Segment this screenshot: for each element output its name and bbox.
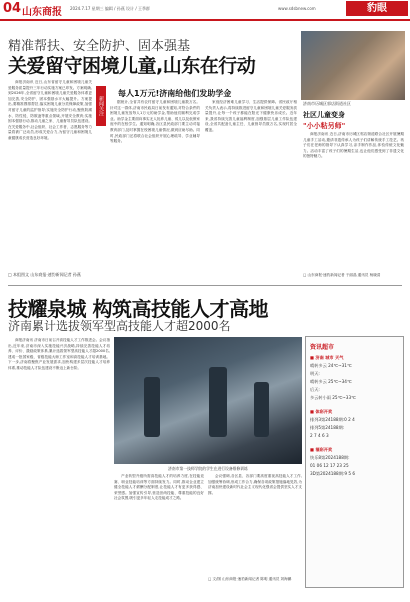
article2-byline: □ 文/图 山东商报·速豹新闻记者 陈明 通讯员 刘海鹏 [208,577,292,581]
article1-subheading-2: 社区儿童变身 [303,111,345,119]
article1-byline: □ 本组图文 山东商报·速豹新闻记者 孙燕 [8,272,81,277]
article1-column-4-byline: □ 山东商报·速豹新闻记者 于丽晶 通讯员 杨晓清 [303,273,381,277]
article1-photo [301,31,405,100]
article2-column-3: 会议强调,各区县、各部门要高度重视高技能人才工作,加强统筹协调,形成工作合力,确保各项政策措施落地见效,为济南加快建设新时代社会主义现代化强省会提供坚实人才支撑。 [208,474,302,495]
article1-subheading-3: "小小粘另师" [303,122,346,130]
sidebar-line: 多云转小雨 25℃~33℃ [310,395,356,400]
info-sidebar [305,336,404,588]
section-name: 山东商报 [22,7,62,18]
sidebar-line: 排列3第24188期:0 2 4 [310,417,355,422]
article2-subheading: 济南累计选拔领军型高技能人才超2000名 [8,319,231,333]
section-label: 新闻关注 [96,86,106,126]
sidebar-line: ■ 福彩开奖 [310,447,333,452]
article1-headline: 关爱留守困境儿童,山东在行动 [8,55,256,77]
section-divider [8,285,402,286]
photo-figure [254,382,269,437]
article2-headline: 技耀泉城 构筑高技能人才高地 [8,297,268,321]
article1-subheading: 每人1万元!济南给他们发助学金 [118,89,232,98]
page-number: 04 [3,1,22,16]
sidebar-line: 排列5第24188期: [310,425,345,430]
photo-figure [209,367,227,437]
sidebar-line: 快乐8第2024188期: [310,455,350,460]
sidebar-line: 晴转多云 24℃~31℃ [310,363,352,368]
article1-column-4: 商报济南讯 近日,济南市历城区郭店街道联合社区开展暑期儿童手工活动,邀请非遗传承人为孩子们讲解传统手工技艺。孩子们在老师的指导下认真学习,亲手制作作品,体验传统文化魅力。活动丰富了孩子们的暑期生活,也让他们感受到了非遗文化的独特魅力。 [303,132,404,159]
page-header [0,0,410,18]
brand-logo: 豹眼 [346,1,408,16]
sidebar-line: 后天: [310,387,320,392]
issue-meta: 2024.7.17 星期三 编辑 / 孙燕 设计 / 王季群 [70,6,150,11]
article1-column-2: 据统计,全省共有农村留守儿童和困境儿童数万名。针对这一群体,济南市民政局日前发布通知,对符合条件的困境儿童发放每人1万元的助学金,帮助他们顺利完成学业。助学金主要面向事实无人抚养儿童、孤儿以及低保家庭中的在校学生。通知明确,各区县民政部门要主动对接教育部门,及时掌握在校困境儿童情况,做到应助尽助。同时,民政部门还将联合社会组织开展心理疏导、学业辅导等服务。 [110,100,200,144]
sidebar-title: 资讯超市 [310,344,335,351]
article1-column-3: 家庭经济困难儿童学习、生活提供保障。省民政厅相关负责人表示,将持续推进留守儿童和困境儿童关爱服务质量提升,让每一个孩子都能在阳光下健康快乐成长。近年来,我省持续完善儿童福利制度,加强基层儿童工作队伍建设,全省共配备儿童主任、儿童督导员数万名,实现村居全覆盖。 [205,100,297,132]
sidebar-line: 2 7 4 6 3 [310,433,329,438]
article2-photo-caption: 济南市第一技师学院的学生在进行设备维修训练 [168,466,248,471]
article1-column-1: 商报济南讯 近日,山东省留守儿童和困境儿童关爱服务质量提升三年行动实施方案已印发。方案明确,到2026年,全省留守儿童和困境儿童关爱服务体系更加完善,安全防护、固本强基水平大幅提升。方案提出,要精准摸排帮扶,落实困境儿童分类保障政策,加强对留守儿童的监护指导;实施安全防护行动,聚焦防溺水、防性侵、防欺凌等重点领域,开展安全教育;实施固本强基行动,推动儿童之家、儿童督导员队伍建设。在关爱服务中,社会组织、社会工作者、志愿服务等力量将被广泛动员,形成关爱合力,为留守儿童和困境儿童健康成长营造良好环境。 [8,80,92,140]
article1-photo-caption: 济南市历城区郭店街道社区 [303,101,351,106]
header-rule [0,19,410,21]
article2-column-1: 商报济南讯 济南市日前召开高技能人才工作推进会。会议指出,近年来,济南市深入实施技能兴济战略,持续完善技能人才培养、评价、激励政策体系,累计选拔领军型高技能人才超2000名,建成一批国家级、省级技能大师工作室和高技能人才培训基地。下一步,济南将聚焦产业发展需求,加快构建多层次技能人才培养体系,推动技能人才队伍建设不断迈上新台阶。 [8,338,110,370]
sidebar-line: 晴转多云 25℃~34℃ [310,379,352,384]
article2-photo [114,337,302,464]
sidebar-line: ■ 济南 城市 天气 [310,355,344,360]
sidebar-line: 01 06 12 17 23 25 [310,463,349,468]
article1-kicker: 精准帮扶、安全防护、固本强基 [8,39,191,54]
site-url: www.sdsbnew.com [278,6,316,11]
sidebar-line: 明天: [310,371,320,376]
sidebar-line: 3D第2024188期:9 5 6 [310,471,355,476]
article2-column-2: 产业转型升级所需高技能人才的培养力度,在技能竞赛、职业技能培训等方面持续发力。同时,推动企业建立健全技能人才薪酬分配制度,让技能人才有更多获得感、荣誉感。加强宣传引导,营造崇尚技能、尊重技能的良好社会氛围,吸引更多年轻人走技能成才之路。 [114,474,204,501]
photo-figure [144,377,160,437]
sidebar-line: ■ 体彩开奖 [310,409,333,414]
